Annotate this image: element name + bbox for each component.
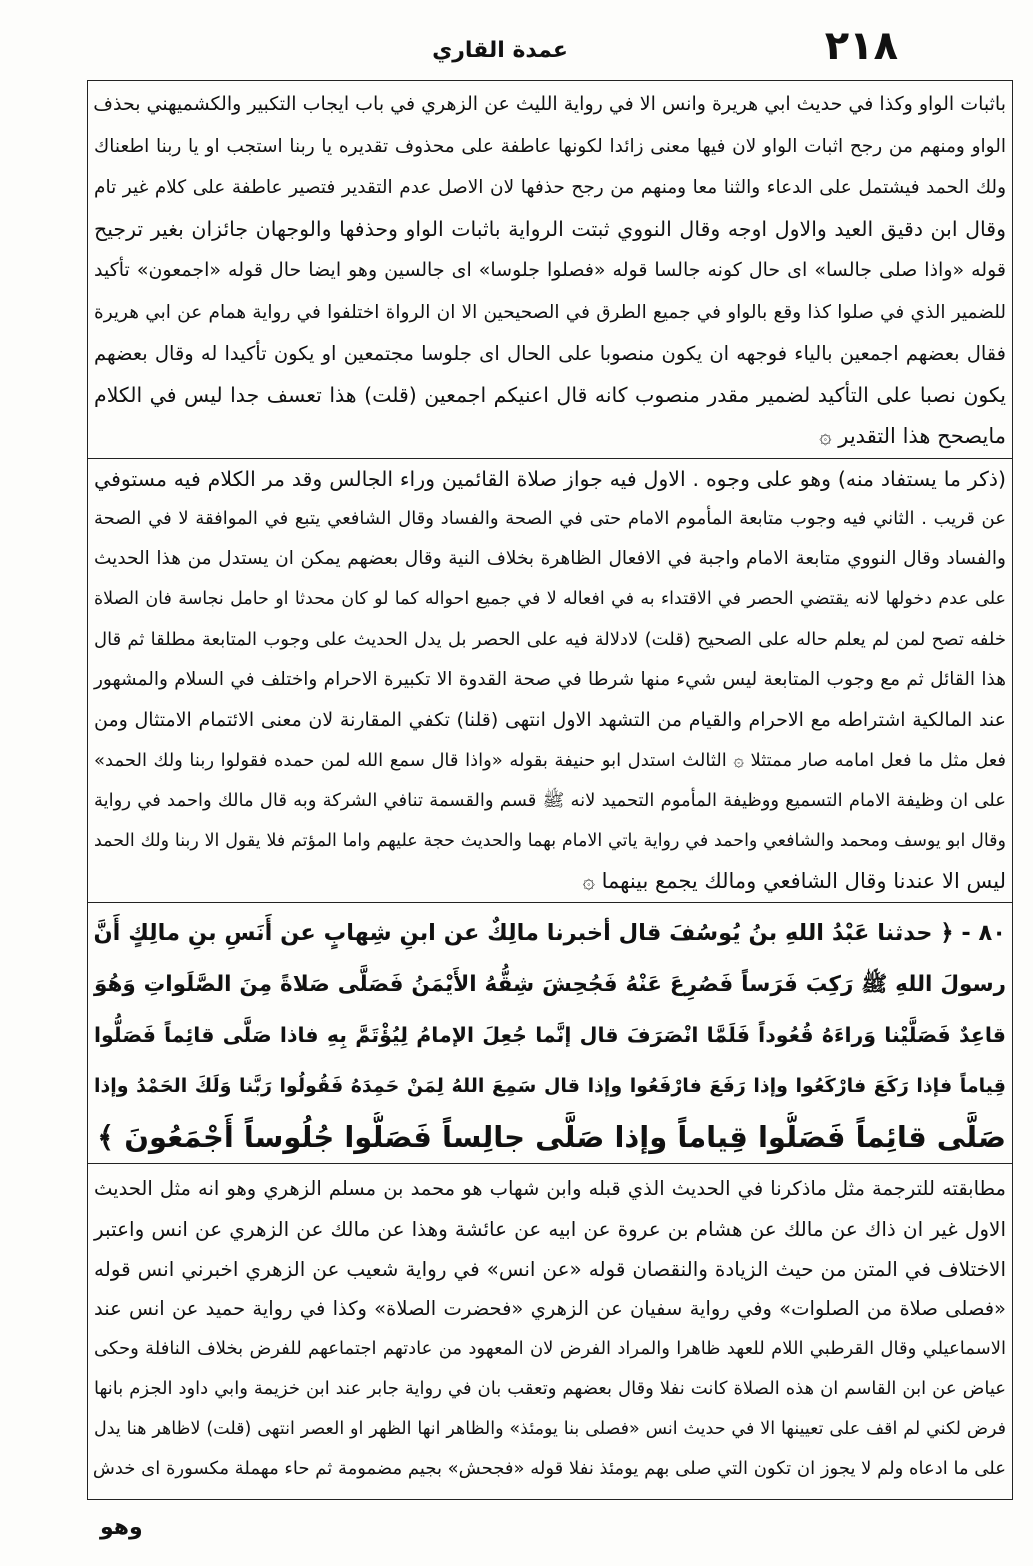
commentary-line: خلفه تصح لمن لم يعلم حاله على الصحيح (قلت) لادلالة فيه على الحصر بل يدل الحديث على وجوب المتابعة مطلقا ثم قال bbox=[94, 628, 1006, 650]
commentary-line: (ذكر ما يستفاد منه) وهو على وجوه . الاول فيه جواز صلاة القائمين وراء الجالس وقد مر الكلام فيه مستوفي bbox=[94, 466, 1006, 491]
hadith-line: صَلَّى قائِماً فَصَلُّوا قِياماً وإذا صَلَّى جالِساً فَصَلُّوا جُلُوساً أَجْمَعُونَ ﴾ bbox=[97, 1119, 1006, 1154]
commentary-line: الواو ومنهم من رجح اثبات الواو لان فيها معنى زائدا لكونها عاطفة على محذوف تقديره يا ربنا استجب او يا ربنا اطعناك bbox=[94, 135, 1006, 157]
commentary-line: للضمير الذي في صلوا كذا وقع بالواو في جميع الطرق في الصحيحين الا ان الرواة اختلفوا في رواية همام عن ابي هريرة bbox=[94, 301, 1006, 323]
commentary-line: على ما ادعاه ولم لا يجوز ان تكون التي صلى بهم يومئذ نفلا قوله «فجحش» بجيم مضمومة ثم حاء مهملة مكسورة اى خدش bbox=[92, 1457, 1006, 1479]
commentary-line: ليس الا عندنا وقال الشافعي ومالك يجمع بينهما ۞ bbox=[582, 869, 1006, 894]
text-frame bbox=[87, 80, 1013, 1500]
commentary-line: والفساد وقال النووي متابعة الامام واجبة في الافعال الظاهرة بخلاف النية وقال بعضهم يمكن ان يستدل من هذا الحديث bbox=[94, 548, 1006, 570]
hadith-line: ٨٠ - ﴿ حدثنا عَبْدُ اللهِ بنُ يُوسُفَ قال أخبرنا مالِكٌ عن ابنِ شِهابٍ عن أَنَسِ بنِ مالِكٍ أَنَّ bbox=[93, 919, 1006, 946]
running-title: عمدة القاري bbox=[432, 38, 568, 63]
commentary-line: ولك الحمد فيشتمل على الدعاء والثنا معا ومنهم من رجح حذفها لان الاصل عدم التقدير فتصير عاطفة على كلام غير تام bbox=[94, 177, 1006, 198]
hadith-line: قاعِدٌ فَصَلَّيْنا وَراءَهُ قُعُوداً فَلَمَّا انْصَرَفَ قال إنَّما جُعِلَ الإمامُ لِيُؤْتَمَّ بِهِ فاذا صَلَّى قائِماً فَصَلُّوا bbox=[94, 1022, 1006, 1047]
commentary-line: عند المالكية اشتراطه مع الاحرام والقيام من التشهد الاول انتهى (قلنا) تكفي المقارنة لان معنى الائتمام الامتثال ومن bbox=[94, 709, 1006, 732]
commentary-line: مايصحح هذا التقدير ۞ bbox=[819, 424, 1006, 448]
commentary-line: فرض لكني لم اقف على تعيينها الا في حديث انس «فصلى بنا يومئذ» والظاهر انها الظهر او العصر انتهى (قلت) لاظاهر هنا يدل bbox=[94, 1418, 1006, 1439]
page-number: ٢١٨ bbox=[824, 23, 898, 69]
commentary-line: وقال ابن دقيق العيد والاول اوجه وقال النووي ثبتت الرواية باثبات الواو وحذفها والوجهان جائزان بغير ترجيح bbox=[94, 216, 1006, 241]
commentary-line: عياض عن ابن القاسم ان هذه الصلاة كانت نفلا وقال بعضهم وتعقب بان في رواية جابر عند ابن خزيمة وابي داود الجزم بانها bbox=[94, 1377, 1006, 1399]
commentary-line: فقال بعضهم اجمعين بالياء فوجهه ان يكون منصوبا على الحال اى جلوسا مجتمعين او يكون تأكيدا له وقال بعضهم bbox=[94, 342, 1006, 365]
benefits-section bbox=[88, 459, 1012, 903]
catchword: وهو bbox=[100, 1515, 143, 1540]
commentary-line: فعل مثل ما فعل امامه صار ممتثلا ۞ الثالث استدل ابو حنيفة بقوله «واذا قال سمع الله لمن حمده فقولوا ربنا ولك الحمد» bbox=[94, 749, 1006, 771]
commentary-line: قوله «واذا صلى جالسا» اى حال كونه جالسا قوله «فصلوا جلوسا» اى جالسين وهو ايضا حال قوله «اجمعون» تأكيد bbox=[94, 259, 1006, 281]
commentary-line: على عدم دخولها لانه يقتضي الحصر في الاقتداء به في افعاله لا في جميع احواله كما لو كان محدثا او حامل نجاسة فان الصلاة bbox=[94, 589, 1006, 610]
commentary-line: الاول غير ان ذاك عن مالك عن هشام بن عروة عن ابيه عن عائشة وهذا عن مالك عن الزهري عن انس واعتبر bbox=[94, 1216, 1006, 1241]
commentary-line: مطابقته للترجمة مثل ماذكرنا في الحديث الذي قبله وابن شهاب هو محمد بن مسلم الزهري وهو انه مثل الحديث bbox=[94, 1176, 1006, 1200]
hadith-line: رسولَ اللهِ ﷺ رَكِبَ فَرَساً فَصُرِعَ عَنْهُ فَجُحِشَ شِقُّهُ الأَيْمَنُ فَصَلَّى صَلاةً مِنَ الصَّلَواتِ وَهُوَ bbox=[94, 971, 1006, 997]
commentary-section bbox=[88, 1164, 1012, 1489]
commentary-line: عن قريب . الثاني فيه وجوب متابعة المأموم الامام حتى في الصحة والفساد وقال الشافعي يتبع في الموافقة لا في الصحة bbox=[94, 507, 1006, 529]
commentary-line: على ان وظيفة الامام التسميع ووظيفة المأموم التحميد لانه ﷺ قسم والقسمة تنافي الشركة وبه قال مالك واحمد في رواية bbox=[94, 789, 1006, 811]
commentary-line: يكون نصبا على التأكيد لضمير مقدر منصوب كانه قال اعنيكم اجمعين (قلت) هذا تعسف جدا ليس في الكلام bbox=[94, 382, 1006, 407]
commentary-line: «فصلى صلاة من الصلوات» وفي رواية سفيان عن الزهري «فحضرت الصلاة» وكذا في رواية حميد عن انس عند bbox=[94, 1296, 1006, 1320]
commentary-line: الاسماعيلي وقال القرطبي اللام للعهد ظاهرا والمراد الفرض لان المعهود من عادتهم اجتماعهم للفرض بخلاف النافلة وحكى bbox=[94, 1337, 1006, 1359]
hadith-line: قِياماً فإذا رَكَعَ فارْكَعُوا وإذا رَفَعَ فارْفَعُوا وإذا قال سَمِعَ اللهُ لِمَنْ حَمِدَهُ فَقُولُوا رَبَّنا وَلَكَ الحَمْدُ وإذا bbox=[94, 1074, 1006, 1097]
hadith-section bbox=[88, 903, 1012, 1164]
commentary-line: الاختلاف في المتن من حيث الزيادة والنقصان قوله «عن انس» في رواية شعيب عن الزهري اخبرني انس قوله bbox=[94, 1256, 1006, 1281]
commentary-line: هذا القائل ثم مع وجوب المتابعة ليس شيء منها شرطا في صحة القدوة الا تكبيرة الاحرام واختلف في السلام والمشهور bbox=[94, 668, 1006, 690]
commentary-section bbox=[88, 81, 1012, 459]
commentary-line: باثبات الواو وكذا في حديث ابي هريرة وانس الا في رواية الليث عن الزهري في باب ايجاب التكبير والكشميهني بحذف bbox=[93, 93, 1006, 115]
commentary-line: وقال ابو يوسف ومحمد والشافعي واحمد في رواية ياتي الامام بهما والحديث حجة عليهم واما المؤتم فلا يقول الا ربنا ولك الحمد bbox=[94, 831, 1006, 852]
